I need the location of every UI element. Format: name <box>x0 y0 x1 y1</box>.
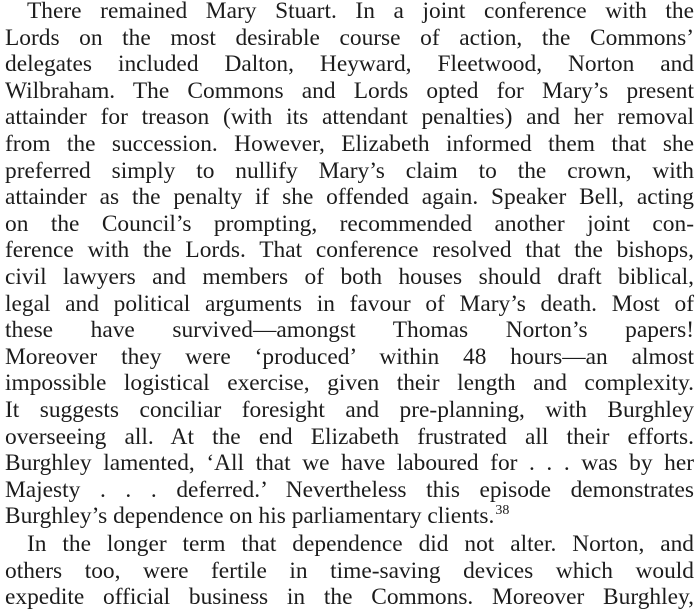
paragraph-longer-term <box>5 531 694 611</box>
text-line: delegates included Dalton, Heyward, Fleetwood, Norton and <box>5 51 694 78</box>
text-line: Moreover they were ‘produced’ within 48 hours—an almost <box>5 343 694 370</box>
text-line: attainder as the penalty if she offended again. Speaker Bell, acting <box>5 184 694 211</box>
text-line: In the longer term that dependence did not alter. Norton, and <box>27 531 694 557</box>
text-line: legal and political arguments in favour of Mary’s death. Most of <box>5 290 694 317</box>
text-line: Majesty . . . deferred.’ Nevertheless this episode demonstrates <box>5 476 694 503</box>
text-line: attainder for treason (with its attendant penalties) and her removal <box>5 104 694 131</box>
text-line: There remained Mary Stuart. In a joint conference with the <box>27 0 694 24</box>
text-line: others too, were fertile in time-saving devices which would <box>5 557 694 584</box>
text-line: civil lawyers and members of both houses should draft biblical, <box>5 263 694 290</box>
text-line: It suggests conciliar foresight and pre-planning, with Burghley <box>5 396 694 423</box>
text-line: expedite official business in the Commons. Moreover Burghley, <box>5 584 694 611</box>
text-line: Wilbraham. The Commons and Lords opted for Mary’s present <box>5 77 694 104</box>
text-line: on the Council’s prompting, recommended another joint con- <box>5 210 694 237</box>
text-line: overseeing all. At the end Elizabeth frustrated all their efforts. <box>5 423 694 450</box>
text-line: ference with the Lords. That conference resolved that the bishops, <box>5 237 694 264</box>
text-line: from the succession. However, Elizabeth informed them that she <box>5 130 694 157</box>
text-line: preferred simply to nullify Mary’s claim to the crown, with <box>5 157 694 184</box>
text-line: these have survived—amongst Thomas Norton’s papers! <box>5 317 694 344</box>
footnote-reference: 38 <box>495 503 510 519</box>
text-line: impossible logistical exercise, given their length and complexity. <box>5 370 694 397</box>
text-line-last <box>5 503 694 530</box>
paragraph-mary-stuart <box>5 0 694 530</box>
text-line: Burghley’s dependence on his parliamentary clients. <box>5 503 495 530</box>
text-line: Burghley lamented, ‘All that we have laboured for . . . was by her <box>5 450 694 477</box>
text-line: Lords on the most desirable course of action, the Commons’ <box>5 24 694 51</box>
